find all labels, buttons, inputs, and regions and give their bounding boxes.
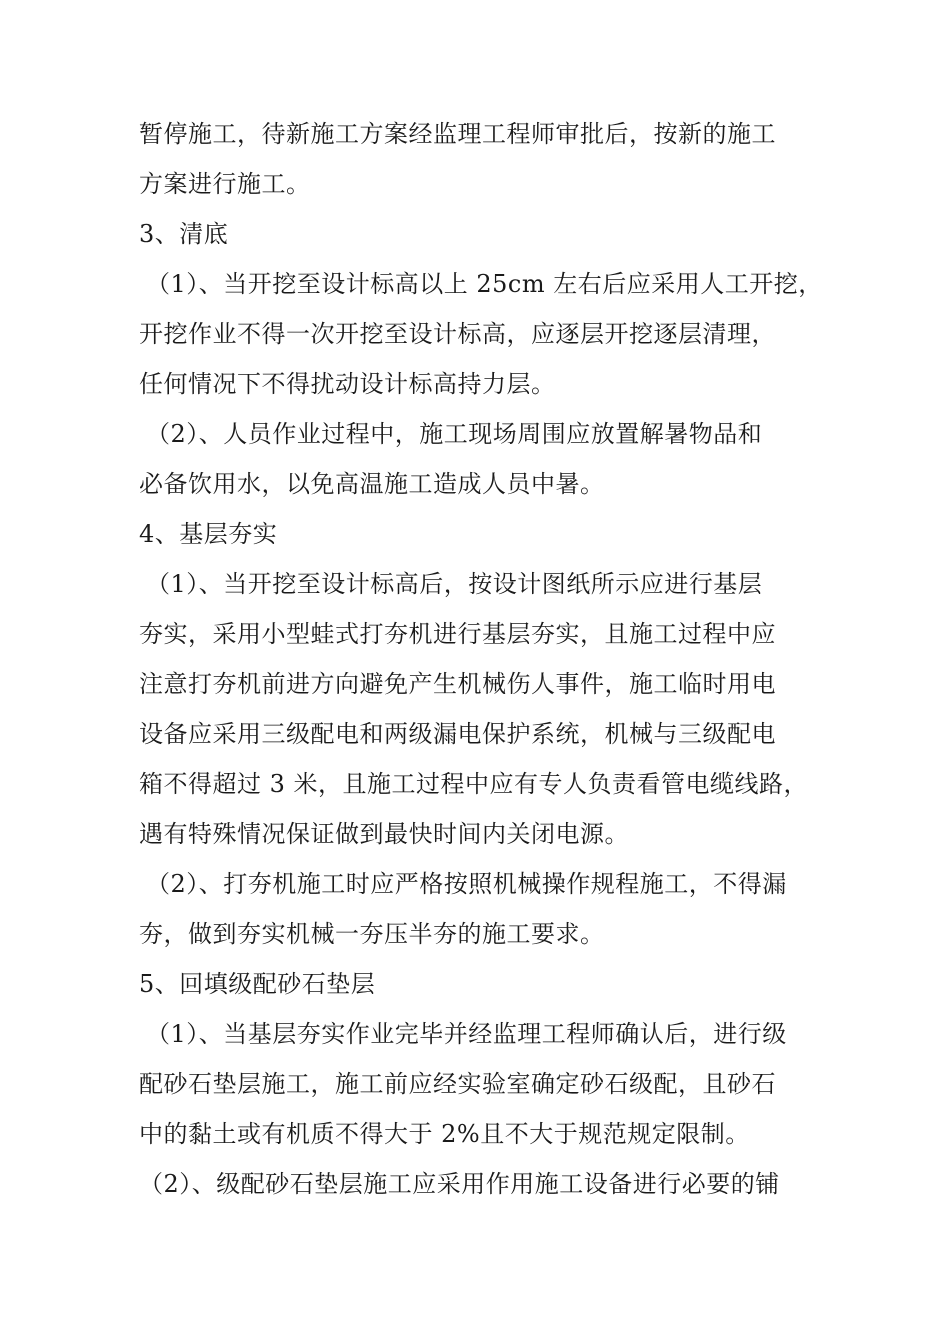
text-line: 中的黏土或有机质不得大于 2%且不大于规范规定限制。 bbox=[139, 1120, 750, 1148]
text-line: 方案进行施工。 bbox=[139, 170, 311, 198]
section-heading: 3、清底 bbox=[139, 220, 229, 248]
text-line: 暂停施工，待新施工方案经监理工程师审批后，按新的施工 bbox=[139, 120, 776, 148]
text-line: 设备应采用三级配电和两级漏电保护系统，机械与三级配电 bbox=[139, 720, 776, 748]
text-line: 任何情况下不得扰动设计标高持力层。 bbox=[139, 370, 556, 398]
text-line: 遇有特殊情况保证做到最快时间内关闭电源。 bbox=[139, 820, 629, 848]
text-line: 注意打夯机前进方向避免产生机械伤人事件，施工临时用电 bbox=[139, 670, 776, 698]
text-line: 箱不得超过 3 米，且施工过程中应有专人负责看管电缆线路， bbox=[139, 770, 809, 798]
text-line: （1）、当开挖至设计标高后，按设计图纸所示应进行基层 bbox=[146, 570, 763, 598]
text-line: 配砂石垫层施工，施工前应经实验室确定砂石级配，且砂石 bbox=[139, 1070, 776, 1098]
section-heading: 5、回填级配砂石垫层 bbox=[139, 970, 376, 998]
text-line: 开挖作业不得一次开挖至设计标高，应逐层开挖逐层清理， bbox=[139, 320, 776, 348]
text-line: （1）、当开挖至设计标高以上 25cm 左右后应采用人工开挖， bbox=[146, 270, 823, 298]
text-line: （2）、打夯机施工时应严格按照机械操作规程施工，不得漏 bbox=[146, 870, 787, 898]
text-line: （2）、级配砂石垫层施工应采用作用施工设备进行必要的铺 bbox=[139, 1170, 780, 1198]
text-line: 夯，做到夯实机械一夯压半夯的施工要求。 bbox=[139, 920, 605, 948]
text-line: 必备饮用水，以免高温施工造成人员中暑。 bbox=[139, 470, 605, 498]
section-heading: 4、基层夯实 bbox=[139, 520, 278, 548]
text-line: （2）、人员作业过程中，施工现场周围应放置解暑物品和 bbox=[146, 420, 763, 448]
text-line: 夯实，采用小型蛙式打夯机进行基层夯实，且施工过程中应 bbox=[139, 620, 776, 648]
text-line: （1）、当基层夯实作业完毕并经监理工程师确认后，进行级 bbox=[146, 1020, 787, 1048]
